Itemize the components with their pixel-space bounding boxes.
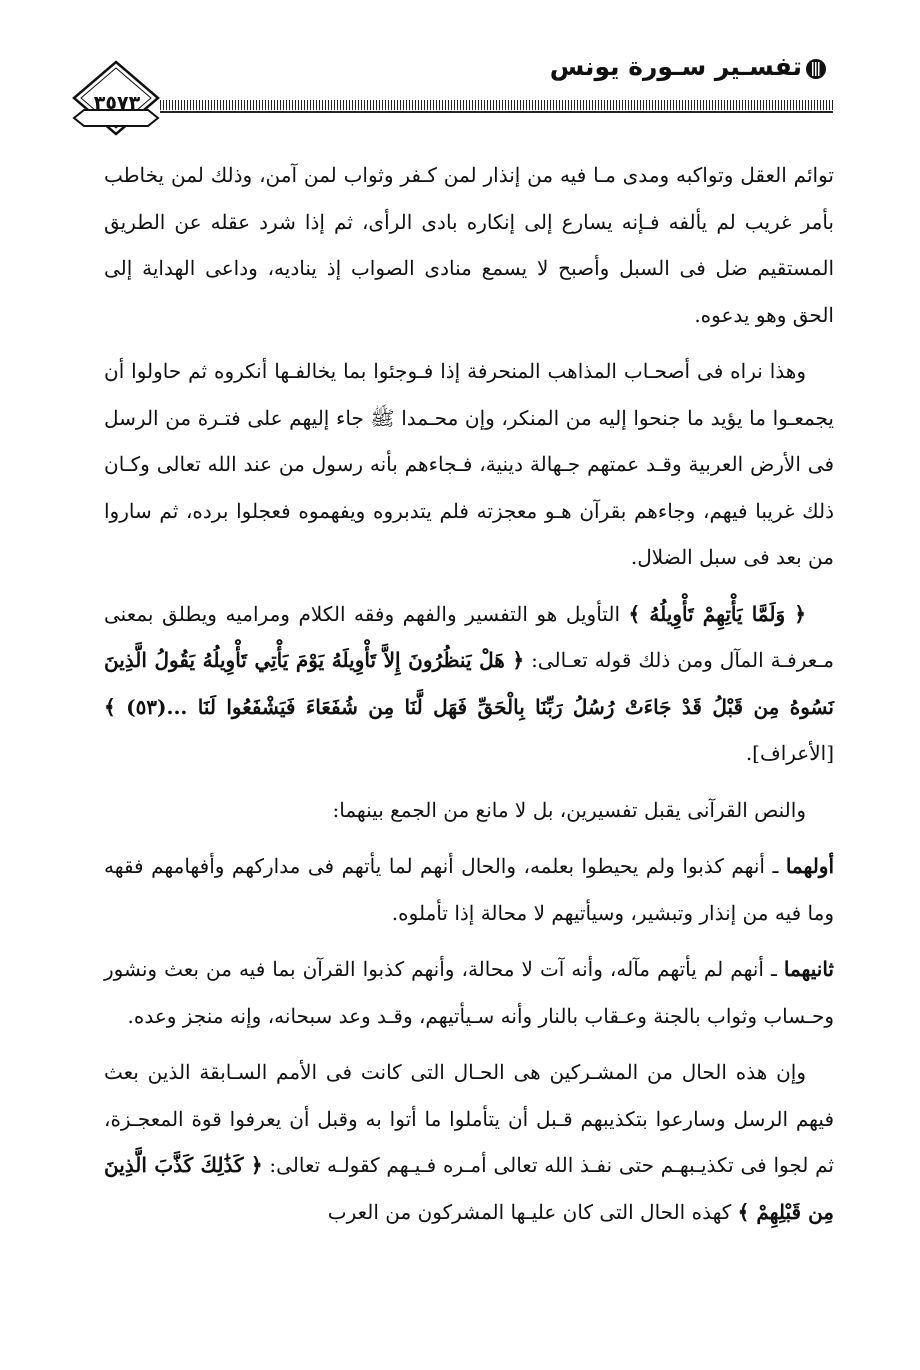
paragraph-text: التأويل هو التفسير والفهم وفقه الكلام ومراميه ويطلق بمعنى مـعرفـة المآل ومن ذلك قوله تعـالى:: [104, 601, 834, 672]
paragraph: [104, 843, 834, 936]
paragraph: [104, 1049, 834, 1235]
header-rule-line: [160, 111, 833, 113]
paragraph-text: والنص القرآنى يقبل تفسيرين، بل لا مانع من الجمع بينهما:: [332, 797, 806, 822]
page-body: [104, 152, 834, 1235]
header-rule: [160, 100, 833, 110]
paragraph-lead: أولهما: [785, 854, 834, 878]
paragraph-text: ـ أنهم كذبوا ولم يحيطوا بعلمه، والحال أنهم لما يأتهم فى مداركهم وأفهامهم فقهه وما فيه من إنذار وتبشير، وسيأتيهم لا محالة إذا تأملوه.: [104, 854, 834, 925]
quran-quote: ﴿ هَلْ يَنظُرُونَ إِلاَّ تَأْوِيلَهُ يَوْمَ يَأْتِي تَأْوِيلُهُ يَقُولُ الَّذِينَ نَسُوهُ مِن قَبْلُ قَدْ جَاءَتْ رُسُلُ رَبِّنَا بِالْحَقِّ فَهَل لَّنَا مِن شُفَعَاءَ فَيَشْفَعُوا لَنَا ...(٥٣) ﴾: [104, 648, 834, 719]
running-title: تفسـير سـورة يونس: [549, 52, 802, 81]
paragraph-text: وإن هذه الحال من المشـركين هى الحـال التى كانت فى الأمم السـابقة الذين بعث فيهم الرسل وسارعوا بتكذيبهم قـبل أن يتأملوا ما أتوا به وقبل أن يعرفوا قوة المعجـزة، ثم لجوا فى تكذيـبهـم حتى نفـذ الله تعالى أمـره فـيـهم كقولـه تعالى:: [104, 1060, 834, 1177]
ornament-icon: [804, 57, 828, 81]
paragraph: [104, 787, 834, 834]
paragraph-lead: ثانيهما: [783, 957, 834, 981]
paragraph-text: [الأعراف].: [745, 741, 834, 765]
paragraph: [104, 348, 834, 581]
quran-quote: ﴿ كَذَٰلِكَ كَذَّبَ الَّذِينَ مِن قَبْلِهِمْ ﴾: [104, 1153, 834, 1224]
paragraph: [104, 152, 834, 338]
paragraph: [104, 946, 834, 1039]
paragraph-text: وهذا نراه فى أصحـاب المذاهب المنحرفة إذا فـوجئوا بما يخالفـها أنكروه ثم حاولوا أن يجمعـوا ما يؤيد ما جنحوا إليه من المنكر، وإن محـمدا ﷺ جاء إليهم على فتـرة من الرسل فى الأرض العربية وقـد عمتهم جـهالة دينية، فـجاءهم بأنه رسول من عند الله تعالى وكـان ذلك غريبا فيهم، وجاءهم بقرآن هـو معجزته فلم يتدبروه ويفهموه فعجلوا برده، ثم ساروا من بعد فى سبل الضلال.: [104, 359, 834, 569]
page-number: ٣٥٧٣: [93, 92, 141, 114]
paragraph-text: توائم العقل وتواكبه ومدى مـا فيه من إنذار لمن كـفر وثواب لمن آمن، وذلك لمن يخاطب بأمر غريب لم يألفه فـإنه يسارع إلى إنكاره بادى الرأى، ثم إذا شرد عقله عن الطريق المستقيم ضل فى السبل وأصبح لا يسمع منادى الصواب إذ يناديه، وداعى الهداية إلى الحق وهو يدعوه.: [104, 163, 834, 327]
paragraph-text: ـ أنهم لم يأتهم مآله، وأنه آت لا محالة، وأنهم كذبوا القرآن بما فيه من بعث ونشور وحـساب وثواب بالجنة وعـقاب بالنار وأنه سـيأتيهم، وقـد وعد سبحانه، وإنه منجز وعده.: [104, 957, 834, 1028]
quran-quote: ﴿ وَلَمَّا يَأْتِهِمْ تَأْوِيلُهُ ﴾: [628, 601, 806, 626]
page-header: [0, 0, 920, 150]
paragraph: [104, 591, 834, 777]
paragraph-text: كهذه الحال التى كان عليـها المشركون من العرب: [327, 1199, 738, 1224]
